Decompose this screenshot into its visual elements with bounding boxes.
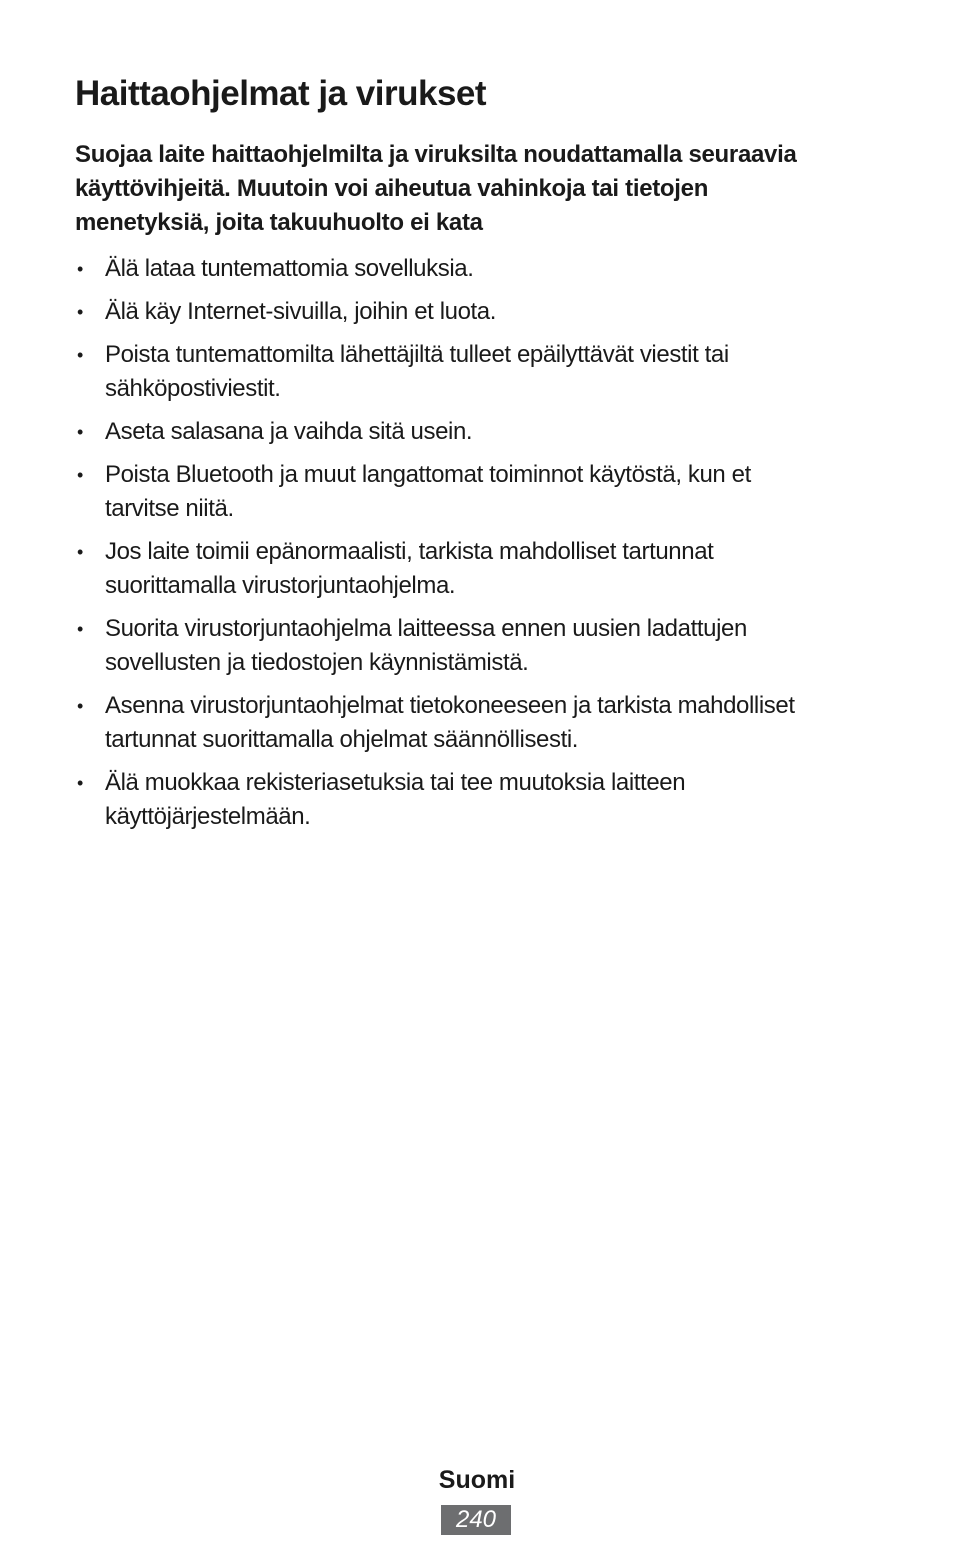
list-item-text: suorittamalla virustorjuntaohjelma. xyxy=(105,572,456,599)
list-item xyxy=(75,535,895,603)
list-item xyxy=(75,689,895,757)
bullet-icon: • xyxy=(77,465,83,485)
bullet-icon: • xyxy=(77,773,83,793)
list-item xyxy=(75,338,895,406)
bullet-icon: • xyxy=(77,422,83,442)
list-item-text: sähköpostiviestit. xyxy=(105,375,281,402)
list-item xyxy=(75,295,895,329)
list-item-text: Älä käy Internet-sivuilla, joihin et luota. xyxy=(105,298,497,325)
bullet-icon: • xyxy=(77,302,83,322)
list-item-text: tartunnat suorittamalla ohjelmat säännöllisesti. xyxy=(105,726,579,753)
list-item-text: tarvitse niitä. xyxy=(105,495,234,522)
list-item xyxy=(75,766,895,834)
list-item-text: Aseta salasana ja vaihda sitä usein. xyxy=(105,418,473,445)
intro-line: Suojaa laite haittaohjelmilta ja viruksilta noudattamalla seuraavia xyxy=(75,141,797,168)
list-item-text: Asenna virustorjuntaohjelmat tietokoneeseen ja tarkista mahdolliset xyxy=(105,692,795,719)
page-title: Haittaohjelmat ja virukset xyxy=(75,74,487,113)
list-item-text: sovellusten ja tiedostojen käynnistämistä. xyxy=(105,649,529,676)
list-item-text: Älä lataa tuntemattomia sovelluksia. xyxy=(105,255,474,282)
list-item-text: Jos laite toimii epänormaalisti, tarkista mahdolliset tartunnat xyxy=(105,538,714,565)
bullet-icon: • xyxy=(77,345,83,365)
bullet-icon: • xyxy=(77,619,83,639)
list-item xyxy=(75,458,895,526)
bullet-icon: • xyxy=(77,542,83,562)
list-item-text: Älä muokkaa rekisteriasetuksia tai tee muutoksia laitteen xyxy=(105,769,686,796)
intro-paragraph xyxy=(75,138,875,240)
list-item-text: Suorita virustorjuntaohjelma laitteessa ennen uusien ladattujen xyxy=(105,615,747,642)
intro-line: käyttövihjeitä. Muutoin voi aiheutua vahinkoja tai tietojen xyxy=(75,175,709,202)
tips-list xyxy=(75,252,895,843)
list-item xyxy=(75,415,895,449)
list-item xyxy=(75,612,895,680)
list-item xyxy=(75,252,895,286)
footer-language: Suomi xyxy=(438,1466,516,1494)
page-number-badge: 240 xyxy=(441,1505,511,1535)
list-item-text: käyttöjärjestelmään. xyxy=(105,803,311,830)
intro-line: menetyksiä, joita takuuhuolto ei kata xyxy=(75,209,483,236)
list-item-text: Poista Bluetooth ja muut langattomat toiminnot käytöstä, kun et xyxy=(105,461,751,488)
bullet-icon: • xyxy=(77,259,83,279)
bullet-icon: • xyxy=(77,696,83,716)
list-item-text: Poista tuntemattomilta lähettäjiltä tulleet epäilyttävät viestit tai xyxy=(105,341,729,368)
